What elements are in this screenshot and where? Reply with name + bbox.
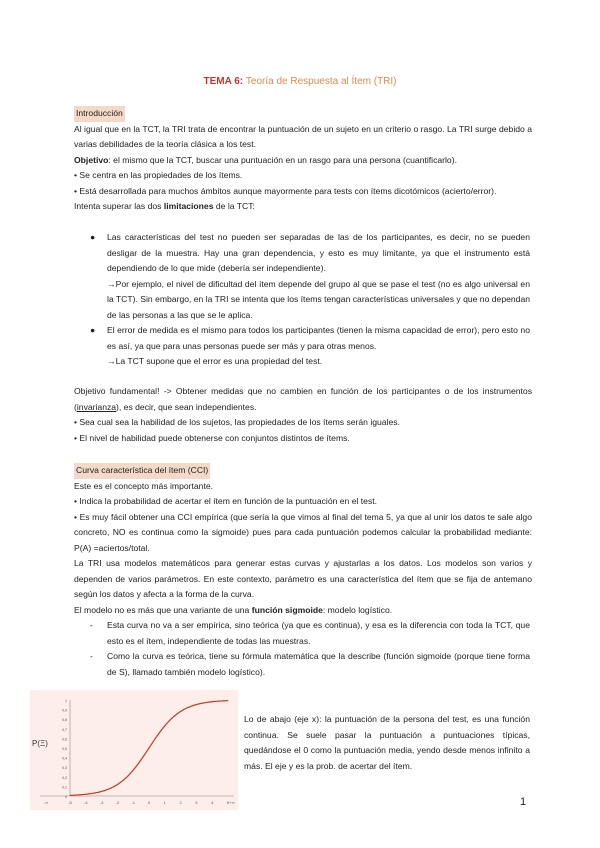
cci-heading: Curva característica del ítem (CCI) [74, 463, 210, 479]
y-tick-label: 0,4 [62, 756, 67, 761]
list-item-text: Esta curva no va a ser empírica, sino teórica (ya que es continua), y esa es la diferencia con toda la TCT, que esto es el ítem, independiente de todas las muestras. [107, 620, 530, 646]
intro-bullet-1: • Se centra en las propiedades de los ítems. [74, 170, 243, 180]
list-item-text: Las características del test no pueden ser separadas de las de los participantes, es decir, no se pueden desligar de la muestra. Hay una gran dependencia, y esto es muy limitante, ya que el instrumento está dependiendo de lo que mide (debería ser independiente). [107, 232, 530, 273]
cci-paragraph-2: La TRI usa modelos matemáticos para generar estas curvas y ajustarlas a los datos. Los modelos son varios y dependen de varios parámetros. En este contexto, parámetro es una característica del ítem que se fija de antemano según los datos y afecta a la forma de la curva. [74, 558, 532, 599]
model-pre: El modelo no es más que una variante de una [74, 604, 252, 615]
chart-caption: Lo de abajo (eje x): la puntuación de la persona del test, es una función continua. Se suele pasar la puntuación a puntuaciones típicas, quedándose el 0 como la puntuación media, yendo desde menos infinito a más. El eje y es la prob. de acertar del ítem. [244, 714, 530, 771]
objetivo-label: Objetivo [74, 154, 109, 165]
model-bold: función sigmoide [251, 604, 323, 615]
chart-ylabel: P(Ξ) [32, 739, 48, 748]
x-tick-label: -4 [84, 800, 88, 805]
x-tick-label: -2 [115, 800, 120, 805]
x-tick-label: 0 [147, 800, 151, 805]
x-tick-label: 5 [226, 800, 230, 805]
y-tick-label: 0,9 [62, 708, 67, 713]
x-tick-label: 2 [179, 800, 182, 805]
title-prefix: TEMA 6: [203, 76, 244, 87]
fundamental-block [74, 384, 532, 446]
cci-chart-svg [30, 690, 238, 810]
list-item [90, 649, 530, 680]
objetivo-line [74, 153, 532, 169]
x-tick-label: 1 [163, 800, 166, 805]
chart-point [180, 711, 181, 712]
x-tick-label: -1 [131, 800, 135, 805]
y-tick-label: 0,8 [62, 718, 67, 723]
list-item-sub: →Por ejemplo, el nivel de dificultad del ítem depende del grupo al que se pase el test (no es algo universal en la TCT). Sin embargo, en la TRI se intenta que los ítems tengan características universales y que no dependan de las personas a las que se le aplica. [107, 278, 530, 320]
intro-bullet-2: • Está desarrollada para muchos ámbitos aunque mayormente para tests con ítems dicotómicos (acierto/error). [74, 185, 497, 196]
x-tick-label: -∞ [43, 800, 49, 805]
list-item [90, 230, 530, 323]
x-tick-label: -3 [99, 800, 104, 805]
cci-block [74, 463, 532, 618]
title-text: Teoría de Respuesta al Ítem (TRI) [245, 76, 397, 87]
fund-underlined: invarianza [76, 401, 117, 412]
document-title [0, 76, 600, 87]
intro-paragraph: Al igual que en la TCT, la TRI trata de encontrar la puntuación de un sujeto en un criterio o rasgo. La TRI surge debido a varias debilidades de la teoría clásica a los test. [74, 123, 532, 149]
cci-bullet-1: • Indica la probabilidad de acertar el ítem en función de la puntuación en el test. [74, 496, 378, 506]
chart-point [85, 794, 86, 795]
fund-post: ), es decir, que sean independientes. [116, 401, 257, 412]
x-tick-label: 4 [211, 800, 214, 805]
page-number: 1 [520, 796, 527, 808]
fund-pre: Objetivo fundamental! -> Obtener medidas que no cambien en función de los participantes o de los instrumentos ( [74, 386, 532, 412]
y-tick-label: 0,6 [62, 737, 67, 742]
list-item [90, 323, 530, 370]
y-tick-label: 0,3 [62, 766, 67, 771]
limitaciones-list [90, 230, 530, 370]
cci-list [90, 618, 530, 680]
fundamental-line [74, 384, 532, 415]
bullet-marker: ● [90, 325, 96, 335]
x-tick-label: +∞ [229, 800, 235, 805]
dash-marker: - [90, 620, 93, 630]
intro-bullet-4: • El nivel de habilidad puede obtenerse con conjuntos distintos de ítems. [74, 432, 350, 443]
y-tick-label: 0,2 [62, 775, 67, 780]
chart-point [196, 704, 197, 705]
cci-bullet-2: • Es muy fácil obtener una CCI empírica (que sería la que vimos al final del tema 5, ya que al unir los datos te sale algo concreto, NO es continua como la sigmoide) pues para cada puntuación podemos calcular la probabilidad mediante: P(A) =aciertos/total. [74, 511, 532, 553]
chart-point [228, 700, 229, 701]
y-tick-label: 1 [65, 699, 67, 703]
chart-point [164, 725, 165, 726]
cci-paragraph-1: Este es el concepto más importante. [74, 480, 214, 491]
limit-post: de la TCT: [213, 201, 255, 211]
model-post: : modelo logístico. [322, 604, 393, 615]
dash-marker: - [90, 651, 93, 661]
chart-point [133, 770, 134, 771]
x-tick-label: -5 [68, 800, 72, 805]
x-tick-label: 3 [195, 800, 198, 805]
cci-chart [30, 690, 238, 810]
modelo-line [74, 603, 532, 619]
chart-point [70, 795, 71, 796]
bullet-marker: ● [90, 232, 96, 242]
list-item-text: El error de medida es el mismo para todos los participantes (tienen la misma capacidad de error), pero esto no es así, ya que para unas personas puede ser más y para otras menos. [107, 325, 530, 351]
limit-pre: Intenta superar las dos [74, 201, 164, 211]
y-tick-label: 0,5 [62, 747, 67, 751]
intro-block [74, 106, 532, 215]
chart-point [149, 748, 150, 749]
objetivo-text: : el mismo que la TCT, buscar una puntuación en un rasgo para una persona (cuantificarlo). [108, 154, 457, 165]
y-tick-label: 0,1 [62, 785, 67, 790]
chart-point [212, 701, 213, 702]
chart-point [117, 784, 118, 785]
list-item-text: Como la curva es teórica, tiene su fórmula matemática que la describe (función sigmoide (porque tiene forma de S), llamado también modelo logístico). [107, 651, 530, 677]
y-tick-label: 0,7 [62, 727, 67, 732]
y-tick-label: 0 [65, 795, 67, 799]
intro-heading: Introducción [74, 106, 125, 122]
limitaciones-line [74, 199, 532, 215]
intro-bullet-3: • Sea cual sea la habilidad de los sujetos, las propiedades de los ítems serán iguales. [74, 417, 400, 427]
list-item-sub: →La TCT supone que el error es una propiedad del test. [107, 356, 323, 366]
chart-point [101, 791, 102, 792]
limit-bold: limitaciones [163, 201, 214, 211]
list-item [90, 618, 530, 649]
